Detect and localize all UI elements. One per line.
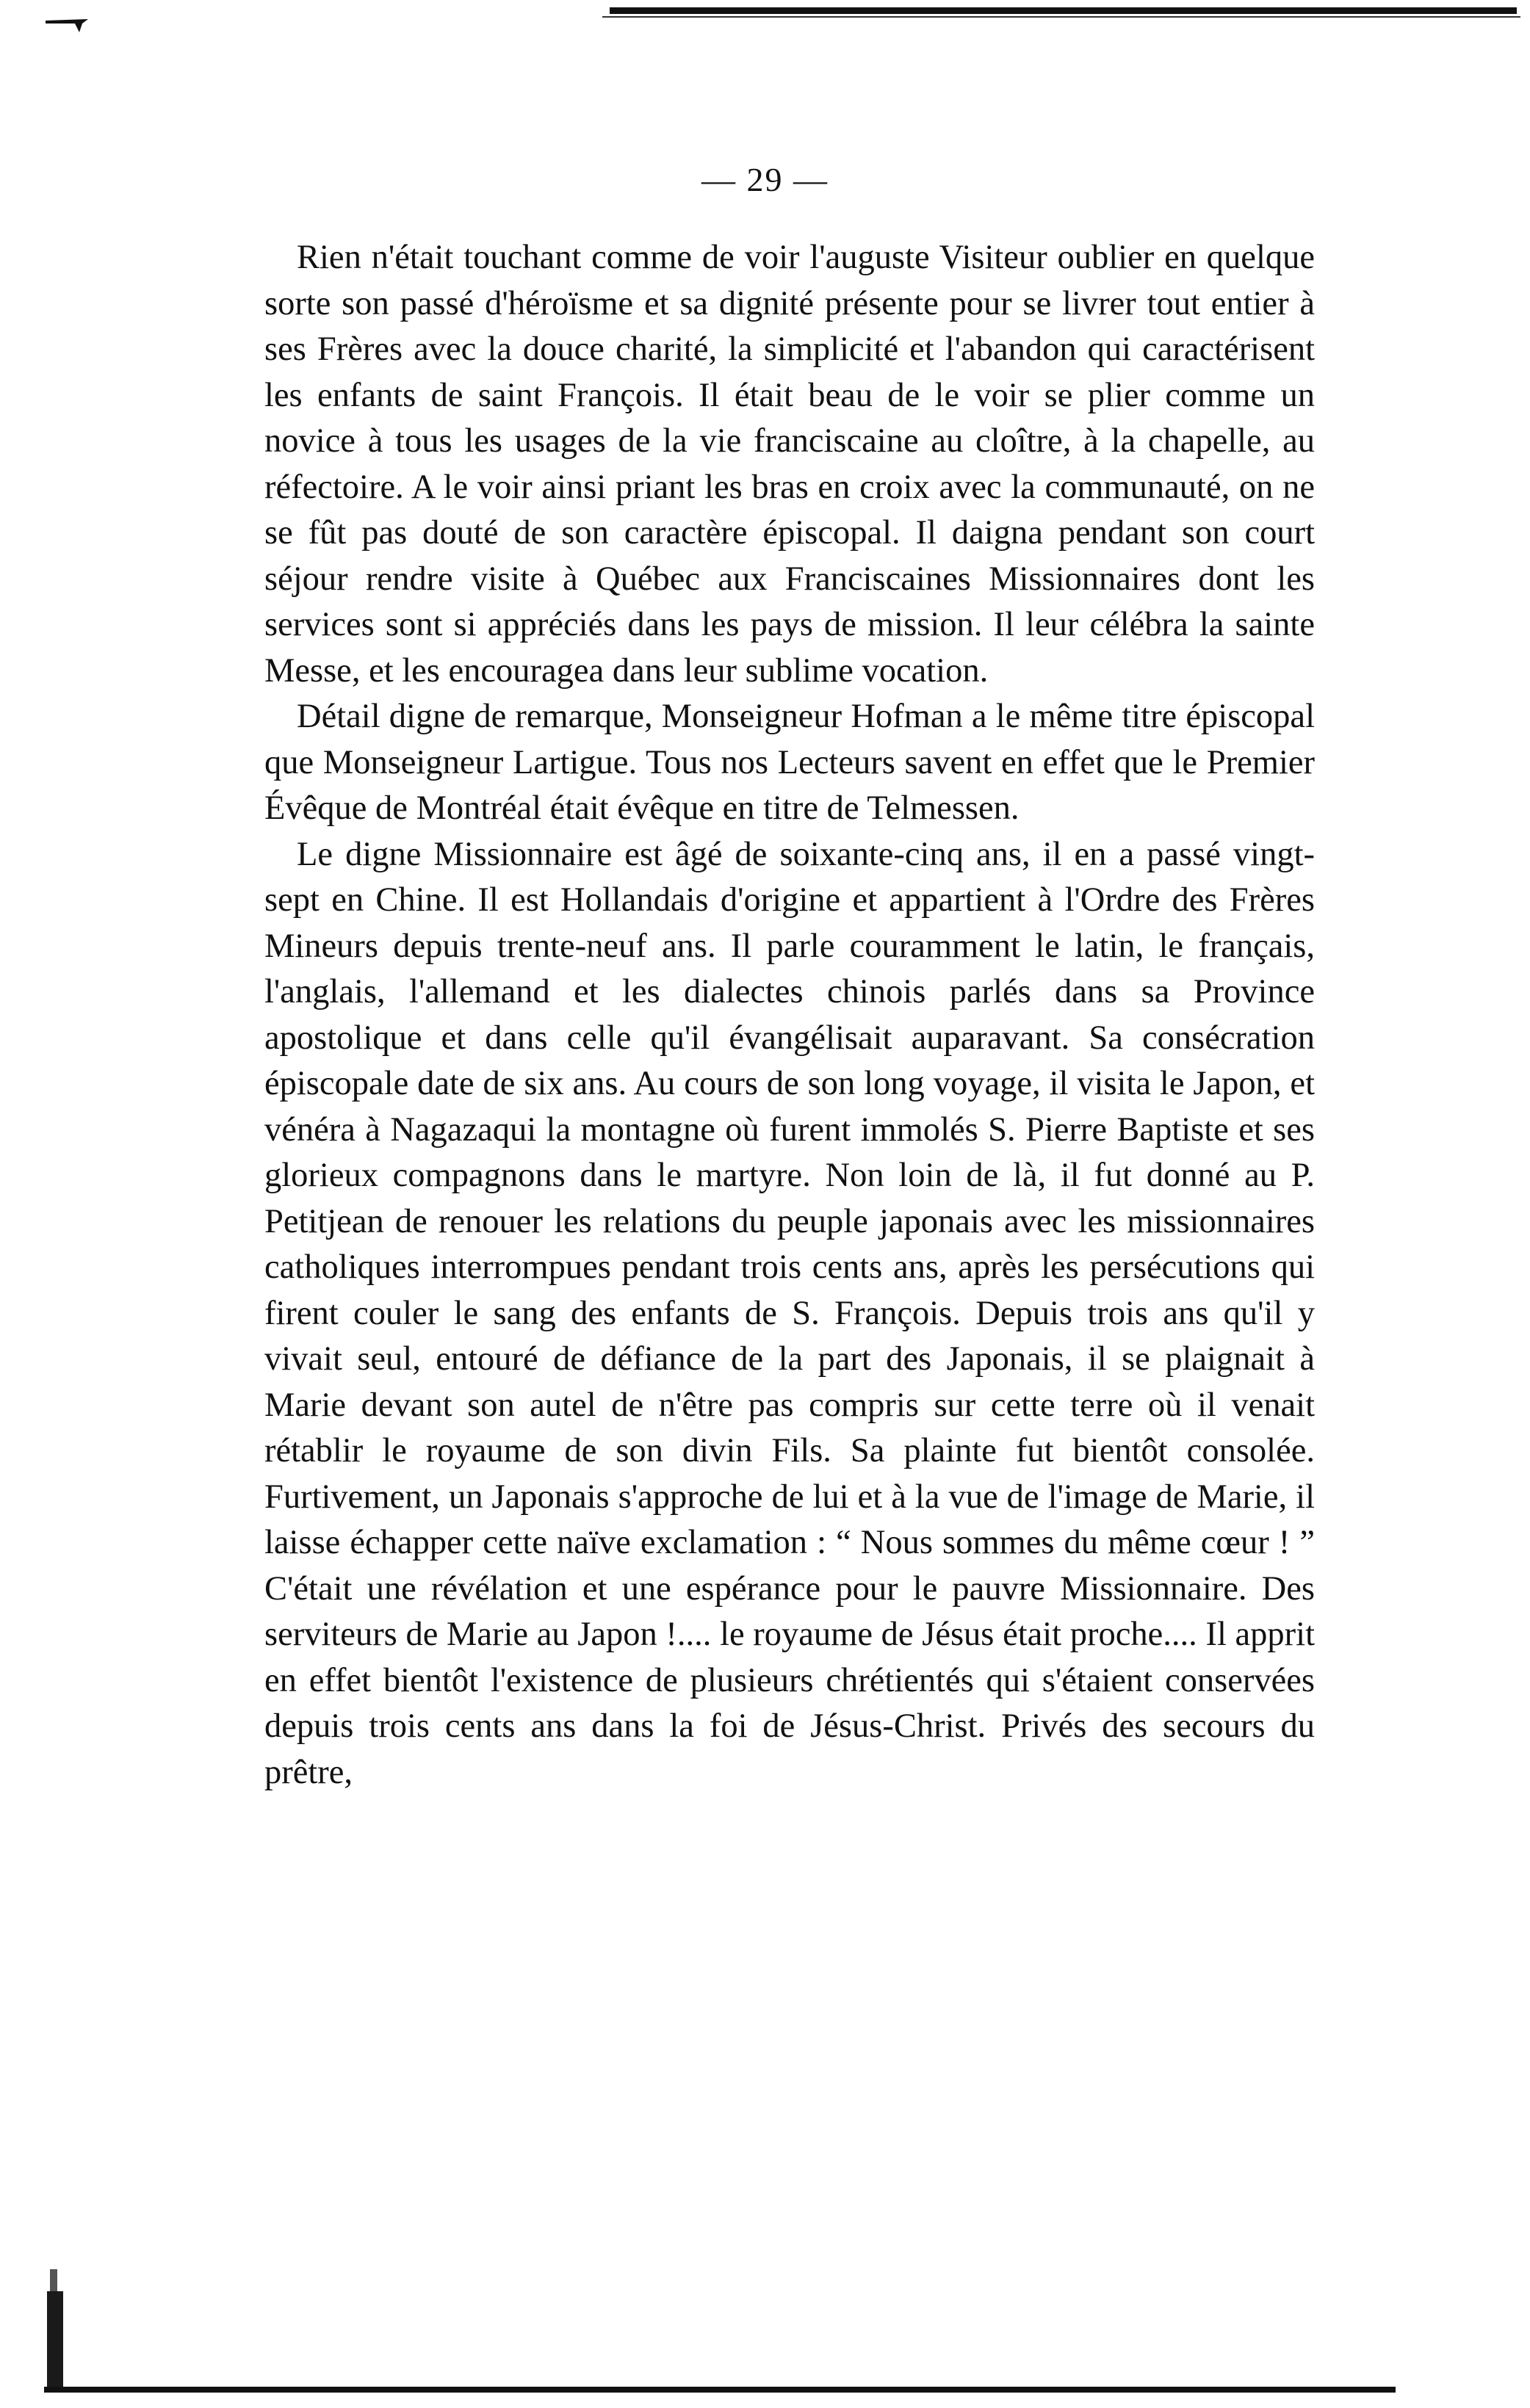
top-scan-rule-thin bbox=[602, 16, 1520, 18]
body-text bbox=[264, 235, 1315, 1796]
paragraph-3: Le digne Missionnaire est âgé de soixante-cinq ans, il en a passé vingt-sept en Chine. Il est Hollandais d'origine et appartient à l'Ordre des Frères Mineurs depuis trente-neuf ans. Il parle couramment le latin, le français, l'anglais, l'allemand et les dialectes chinois parlés dans sa Province apostolique et dans celle qu'il évangélisait auparavant. Sa consécration épiscopale date de six ans. Au cours de son long voyage, il visita le Japon, et vénéra à Nagazaqui la montagne où furent immolés S. Pierre Baptiste et ses glorieux compagnons dans le martyre. Non loin de là, il fut donné au P. Petitjean de renouer les relations du peuple japonais avec les missionnaires catholiques interrompues pendant trois cents ans, après les persécutions qui firent couler le sang des enfants de S. François. Depuis trois ans qu'il y vivait seul, entouré de défiance de la part des Japonais, il se plaignait à Marie devant son autel de n'être pas compris sur cette terre où il venait rétablir le royaume de son divin Fils. Sa plainte fut bientôt consolée. Furtivement, un Japonais s'approche de lui et à la vue de l'image de Marie, il laisse échapper cette naïve exclamation : “ Nous sommes du même cœur ! ” C'était une révélation et une espérance pour le pauvre Missionnaire. Des serviteurs de Marie au Japon !.... le royaume de Jésus était proche.... Il apprit en effet bientôt l'existence de plusieurs chrétientés qui s'étaient conservées depuis trois cents ans dans la foi de Jésus-Christ. Privés des secours du prêtre, bbox=[264, 835, 1315, 1791]
binding-shadow-mark bbox=[43, 2262, 72, 2387]
paragraph-2: Détail digne de remarque, Monseigneur Hofman a le même titre épiscopal que Monseigneur Lartigue. Tous nos Lecteurs savent en effet que le Premier Évêque de Montréal était évêque en titre de Telmessen. bbox=[264, 698, 1315, 827]
paragraph-1: Rien n'était touchant comme de voir l'auguste Visiteur oublier en quelque sorte son passé d'héroïsme et sa dignité présente pour se livrer tout entier à ses Frères avec la douce charité, la simplicité et l'abandon qui caractérisent les enfants de saint François. Il était beau de le voir se plier comme un novice à tous les usages de la vie franciscaine au cloître, à la chapelle, au réfectoire. A le voir ainsi priant les bras en croix avec la communauté, on ne se fût pas douté de son caractère épiscopal. Il daigna pendant son court séjour rendre visite à Québec aux Franciscaines Missionnaires dont les services sont si appréciés dans les pays de mission. Il leur célébra la sainte Messe, et les encouragea dans leur sublime vocation. bbox=[264, 239, 1315, 690]
top-scan-rule bbox=[610, 7, 1517, 14]
bottom-scan-rule bbox=[44, 2387, 1396, 2393]
page-number: — 29 — bbox=[701, 161, 829, 198]
corner-smudge-mark bbox=[46, 18, 90, 34]
